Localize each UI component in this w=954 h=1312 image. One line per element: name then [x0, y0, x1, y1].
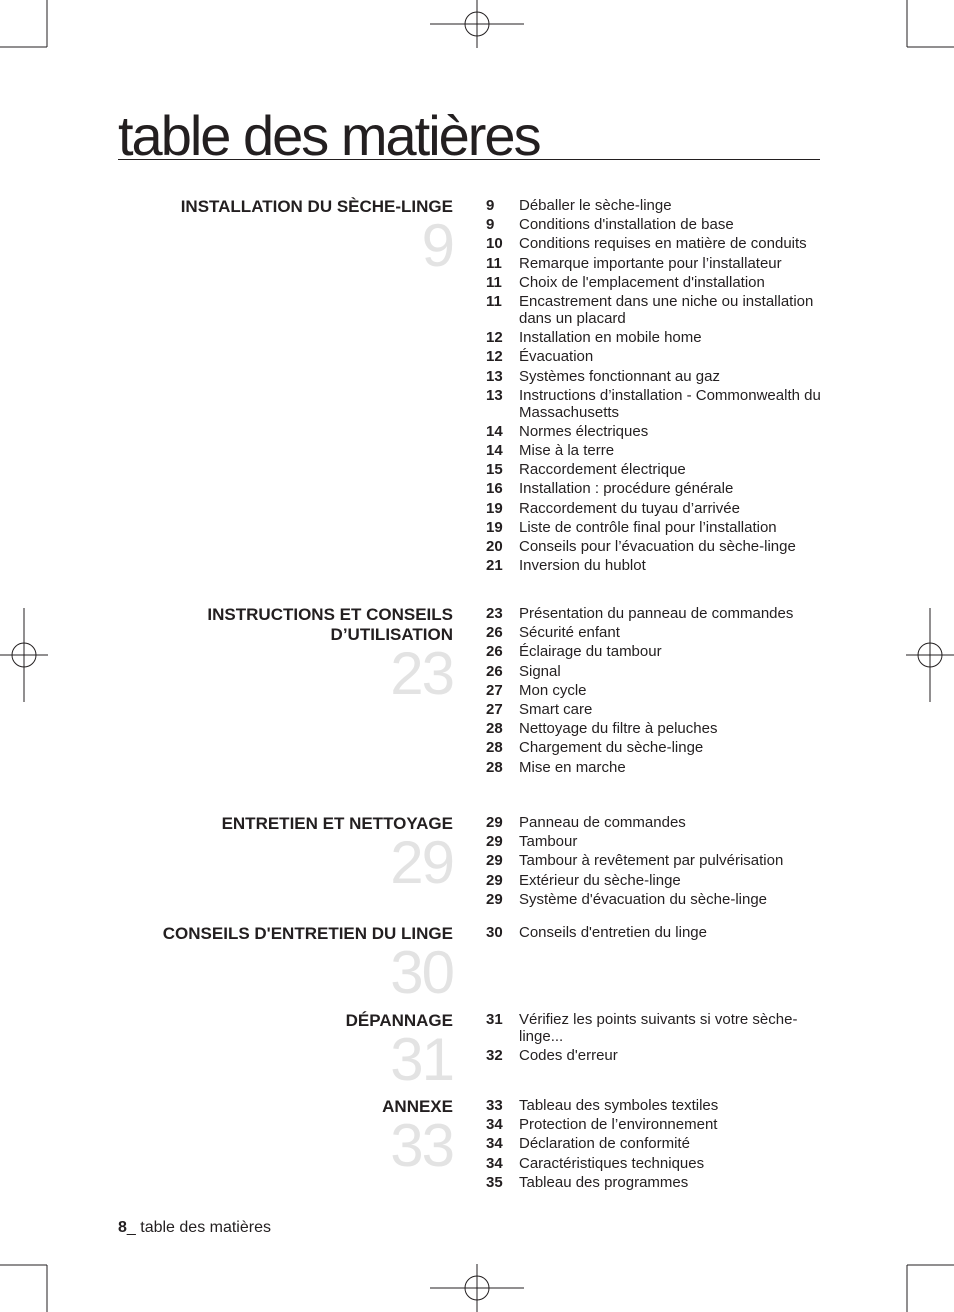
entry-label: Installation en mobile home	[519, 329, 702, 347]
entry-label: Nettoyage du filtre à peluches	[519, 720, 718, 738]
toc-entry[interactable]	[486, 1135, 826, 1152]
section-heading	[118, 924, 453, 1006]
entry-label: Raccordement du tuyau d’arrivée	[519, 499, 740, 517]
entry-page: 23	[486, 605, 503, 622]
entry-page: 34	[486, 1154, 503, 1172]
entry-page: 29	[486, 890, 503, 908]
entry-page: 34	[486, 1135, 503, 1153]
entry-label: Tambour à revêtement par pulvérisation	[519, 852, 784, 870]
section-number: 23	[390, 640, 453, 707]
toc-entry[interactable]	[486, 1047, 826, 1064]
entry-page: 14	[486, 442, 503, 460]
entry-label: Conditions d'installation de base	[519, 216, 734, 234]
entry-label: Panneau de commandes	[519, 814, 686, 831]
toc-entry[interactable]	[486, 538, 826, 555]
entry-label: Déclaration de conformité	[519, 1135, 690, 1153]
footer-text: _ table des matières	[126, 1219, 271, 1236]
section-entries	[486, 197, 826, 576]
toc-entry[interactable]	[486, 891, 826, 908]
entry-label: Tableau des symboles textiles	[519, 1097, 719, 1114]
entry-label: Déballer le sèche-linge	[519, 197, 672, 214]
entry-label: Installation : procédure générale	[519, 480, 734, 498]
toc-entry[interactable]	[486, 739, 826, 756]
entry-label: Tambour	[519, 833, 578, 851]
entry-label: Signal	[519, 662, 561, 680]
section-title[interactable]: DÉPANNAGE	[345, 1011, 453, 1030]
entry-label: Mise à la terre	[519, 442, 615, 460]
entry-label: Mon cycle	[519, 681, 587, 699]
entry-label: Système d'évacuation du sèche-linge	[519, 890, 768, 908]
entry-page: 27	[486, 700, 503, 718]
entry-page: 11	[486, 292, 502, 310]
entry-page: 9	[486, 216, 495, 234]
section-entries	[486, 605, 826, 778]
entry-page: 30	[486, 924, 503, 941]
entry-label: Chargement du sèche-linge	[519, 739, 704, 757]
entry-label: Conseils pour l’évacuation du sèche-linge	[519, 538, 796, 555]
entry-label: Raccordement électrique	[519, 461, 686, 479]
toc-entry[interactable]	[486, 759, 826, 776]
toc-entry[interactable]	[486, 480, 826, 497]
entry-page: 28	[486, 758, 503, 776]
section-heading	[118, 1011, 453, 1093]
toc-entry[interactable]	[486, 274, 826, 291]
entry-page: 13	[486, 367, 503, 385]
entry-label: Codes d'erreur	[519, 1047, 618, 1065]
toc-entry[interactable]	[486, 852, 826, 869]
entry-page: 34	[486, 1116, 503, 1134]
entry-page: 31	[486, 1011, 503, 1028]
section-entries	[486, 1011, 826, 1066]
entry-page: 15	[486, 461, 503, 479]
entry-page: 32	[486, 1047, 503, 1065]
section-number: 31	[390, 1026, 453, 1093]
toc-entry[interactable]	[486, 663, 826, 680]
page-footer	[118, 1219, 271, 1237]
entry-page: 16	[486, 480, 503, 498]
section-heading	[118, 1097, 453, 1179]
entry-label: Éclairage du tambour	[519, 643, 662, 661]
toc-entry[interactable]	[486, 329, 826, 346]
entry-page: 28	[486, 720, 503, 738]
toc-entry[interactable]	[486, 197, 826, 214]
section-title[interactable]: CONSEILS D'ENTRETIEN DU LINGE	[162, 924, 453, 943]
toc-entry[interactable]	[486, 557, 826, 574]
entry-page: 28	[486, 739, 503, 757]
entry-page: 33	[486, 1097, 503, 1114]
title-rule	[118, 159, 820, 160]
toc-entry[interactable]	[486, 624, 826, 641]
toc-entry[interactable]	[486, 293, 826, 327]
entry-page: 19	[486, 518, 503, 536]
entry-page: 9	[486, 197, 495, 214]
entry-page: 13	[486, 386, 503, 404]
section-title[interactable]: INSTRUCTIONS ET CONSEILS D’UTILISATION	[207, 605, 453, 644]
entry-page: 26	[486, 662, 503, 680]
entry-label: Encastrement dans une niche ou installation dans un placard	[519, 292, 814, 327]
entry-label: Tableau des programmes	[519, 1173, 689, 1191]
entry-label: Protection de l’environnement	[519, 1116, 718, 1134]
entry-label: Systèmes fonctionnant au gaz	[519, 367, 720, 385]
section-entries	[486, 924, 826, 943]
section-number: 29	[390, 829, 453, 896]
toc-entry[interactable]	[486, 442, 826, 459]
entry-label: Inversion du hublot	[519, 557, 646, 575]
entry-page: 29	[486, 871, 503, 889]
entry-page: 20	[486, 538, 503, 555]
entry-label: Conseils d'entretien du linge	[519, 924, 707, 941]
entry-page: 12	[486, 329, 503, 347]
toc-entry[interactable]	[486, 500, 826, 517]
entry-page: 26	[486, 643, 503, 661]
entry-page: 19	[486, 499, 503, 517]
toc-entry[interactable]	[486, 833, 826, 850]
toc-entry[interactable]	[486, 720, 826, 737]
toc-entry[interactable]	[486, 255, 826, 272]
section-entries	[486, 1097, 826, 1193]
toc-entry[interactable]	[486, 814, 826, 831]
toc-entry[interactable]	[486, 924, 826, 941]
toc-entry[interactable]	[486, 519, 826, 536]
section-title[interactable]: ANNEXE	[382, 1097, 453, 1116]
section-entries	[486, 814, 826, 910]
entry-label: Remarque importante pour l’installateur	[519, 254, 782, 272]
entry-page: 26	[486, 624, 503, 642]
toc-entry[interactable]	[486, 216, 826, 233]
entry-label: Sécurité enfant	[519, 624, 620, 642]
section-heading	[118, 605, 453, 707]
entry-page: 29	[486, 852, 503, 870]
entry-label: Choix de l'emplacement d'installation	[519, 273, 765, 291]
entry-label: Liste de contrôle final pour l’installation	[519, 518, 777, 536]
entry-label: Conditions requises en matière de conduits	[519, 235, 807, 253]
entry-label: Mise en marche	[519, 758, 626, 776]
section-title[interactable]: INSTALLATION DU SÈCHE-LINGE	[180, 197, 453, 216]
toc-entry[interactable]	[486, 872, 826, 889]
entry-page: 12	[486, 348, 503, 366]
toc-entry[interactable]	[486, 605, 826, 622]
section-heading	[118, 814, 453, 896]
entry-label: Caractéristiques techniques	[519, 1154, 705, 1172]
entry-page: 35	[486, 1173, 503, 1191]
section-number: 33	[390, 1112, 453, 1179]
entry-page: 11	[486, 273, 502, 291]
toc-entry[interactable]	[486, 1174, 826, 1191]
toc-entry[interactable]	[486, 1116, 826, 1133]
entry-page: 21	[486, 557, 503, 575]
toc-entry[interactable]	[486, 1155, 826, 1172]
section-number: 9	[421, 212, 453, 279]
entry-page: 29	[486, 833, 503, 851]
entry-label: Présentation du panneau de commandes	[519, 605, 794, 622]
page-title: table des matières	[118, 104, 540, 167]
toc-entry[interactable]	[486, 423, 826, 440]
toc-entry[interactable]	[486, 1011, 826, 1045]
entry-page: 29	[486, 814, 503, 831]
toc-entry[interactable]	[486, 682, 826, 699]
section-title[interactable]: ENTRETIEN ET NETTOYAGE	[221, 814, 453, 833]
entry-label: Évacuation	[519, 348, 594, 366]
entry-label: Extérieur du sèche-linge	[519, 871, 681, 889]
entry-label: Vérifiez les points suivants si votre sèche-linge...	[519, 1011, 798, 1045]
entry-page: 14	[486, 422, 503, 440]
toc-entry[interactable]	[486, 348, 826, 365]
section-number: 30	[390, 939, 453, 1006]
toc-entry[interactable]	[486, 701, 826, 718]
toc-entry[interactable]	[486, 235, 826, 252]
toc-entry[interactable]	[486, 461, 826, 478]
toc-entry[interactable]	[486, 1097, 826, 1114]
entry-label: Instructions d’installation - Commonwealth du Massachusetts	[519, 386, 821, 421]
entry-label: Smart care	[519, 700, 593, 718]
entry-label: Normes électriques	[519, 422, 649, 440]
toc-entry[interactable]	[486, 387, 826, 421]
entry-page: 10	[486, 235, 503, 253]
toc-entry[interactable]	[486, 368, 826, 385]
footer-page-number: 8	[118, 1219, 127, 1236]
entry-page: 27	[486, 681, 503, 699]
section-heading	[118, 197, 453, 279]
entry-page: 11	[486, 254, 502, 272]
toc-entry[interactable]	[486, 643, 826, 660]
